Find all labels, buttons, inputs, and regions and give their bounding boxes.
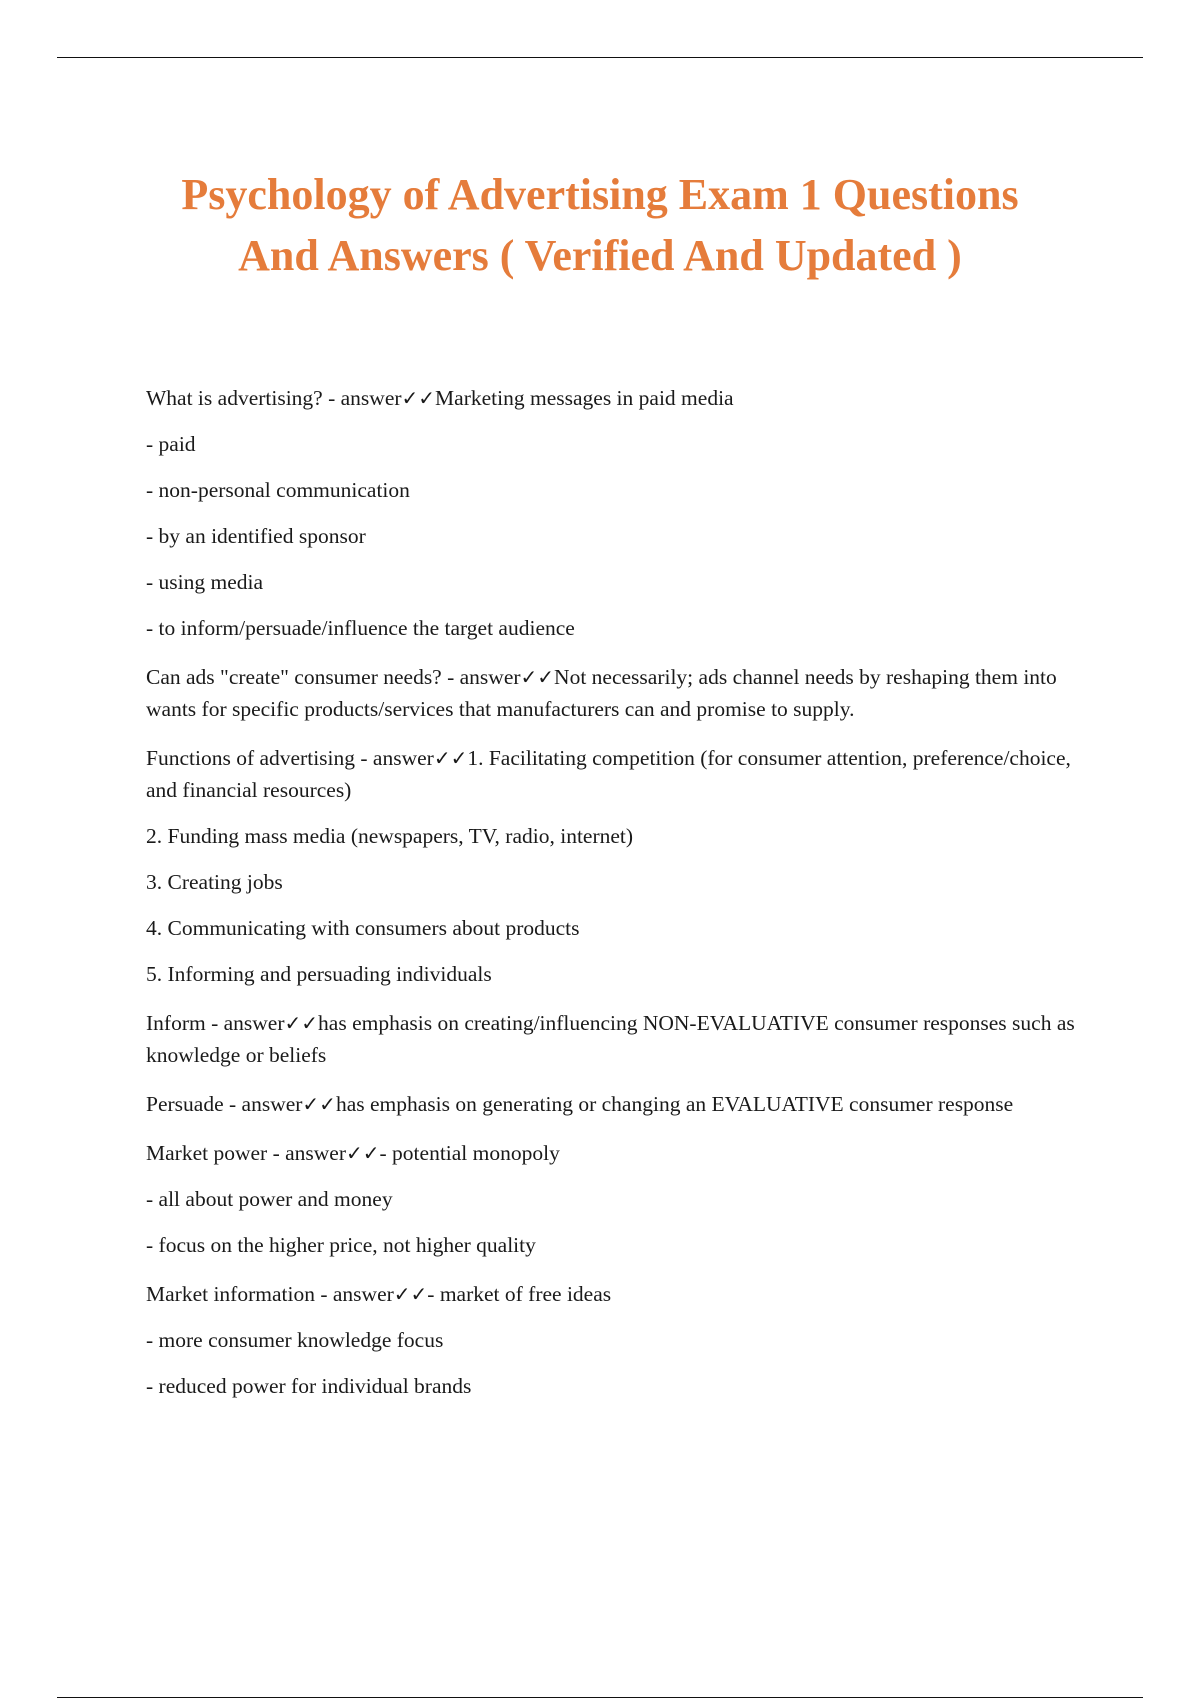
answer-detail-line [146, 428, 1086, 460]
answer-detail-line [146, 1229, 1086, 1261]
line-text: Inform - [146, 1011, 224, 1035]
top-divider [57, 57, 1143, 58]
line-text: - more consumer knowledge focus [146, 1328, 444, 1352]
line-text: Functions of advertising - [146, 746, 373, 770]
answer-detail-line [146, 866, 1086, 898]
question-line [146, 1088, 1086, 1120]
answer-detail-line [146, 1324, 1086, 1356]
line-text: What is advertising? - [146, 386, 341, 410]
double-check-icon: ✓✓ [393, 1282, 428, 1306]
bottom-divider [57, 1697, 1143, 1698]
line-text: Market power - [146, 1141, 286, 1165]
answer-text: 1. Facilitating competition (for consumer attention, preference/choice, and financial resources) [146, 746, 1071, 802]
double-check-icon: ✓✓ [433, 746, 468, 770]
answer-marker: answer [241, 1092, 303, 1116]
answer-text: - potential monopoly [379, 1141, 560, 1165]
answer-marker: answer [332, 1282, 394, 1306]
answer-detail-line [146, 1183, 1086, 1215]
question-line [146, 1137, 1086, 1169]
line-text: - focus on the higher price, not higher quality [146, 1233, 536, 1257]
line-text: - all about power and money [146, 1187, 393, 1211]
answer-detail-line [146, 612, 1086, 644]
line-text: Market information - [146, 1282, 333, 1306]
line-text: - using media [146, 570, 264, 594]
line-text: - non-personal communication [146, 478, 410, 502]
line-text: - by an identified sponsor [146, 524, 366, 548]
qa-content [146, 382, 1086, 1402]
answer-marker: answer [372, 746, 434, 770]
double-check-icon: ✓✓ [401, 386, 436, 410]
line-text: 4. Communicating with consumers about products [146, 916, 580, 940]
double-check-icon: ✓✓ [284, 1011, 319, 1035]
answer-detail-line [146, 566, 1086, 598]
line-text: Can ads "create" consumer needs? - [146, 665, 460, 689]
question-line [146, 1007, 1086, 1071]
question-line [146, 382, 1086, 414]
line-text: - to inform/persuade/influence the target audience [146, 616, 575, 640]
line-text: 2. Funding mass media (newspapers, TV, radio, internet) [146, 824, 634, 848]
answer-text: - market of free ideas [427, 1282, 612, 1306]
answer-marker: answer [285, 1141, 346, 1165]
line-text: - reduced power for individual brands [146, 1374, 472, 1398]
answer-text: has emphasis on creating/influencing NON-EVALUATIVE consumer responses such as knowledge or beliefs [146, 1011, 1075, 1067]
answer-detail-line [146, 912, 1086, 944]
answer-marker: answer [340, 386, 402, 410]
line-text: 3. Creating jobs [146, 870, 283, 894]
answer-detail-line [146, 520, 1086, 552]
line-text: - paid [146, 432, 196, 456]
question-line [146, 742, 1086, 806]
double-check-icon: ✓✓ [520, 665, 555, 689]
answer-detail-line [146, 958, 1086, 990]
answer-detail-line [146, 1370, 1086, 1402]
answer-detail-line [146, 820, 1086, 852]
question-line [146, 661, 1086, 725]
double-check-icon: ✓✓ [302, 1092, 336, 1116]
document-title [100, 164, 1100, 286]
question-line [146, 1278, 1086, 1310]
double-check-icon: ✓✓ [346, 1141, 380, 1165]
answer-marker: answer [459, 665, 521, 689]
answer-text: has emphasis on generating or changing an EVALUATIVE consumer response [335, 1092, 1014, 1116]
answer-text: Marketing messages in paid media [435, 386, 734, 410]
line-text: Persuade - [146, 1092, 242, 1116]
answer-detail-line [146, 474, 1086, 506]
title-line-1: Psychology of Advertising Exam 1 Questions [181, 170, 1019, 219]
answer-marker: answer [223, 1011, 285, 1035]
line-text: 5. Informing and persuading individuals [146, 962, 492, 986]
answer-text: Not necessarily; ads channel needs by reshaping them into wants for specific products/services that manufacturers can and promise to supply. [146, 665, 1057, 721]
title-line-2: And Answers ( Verified And Updated ) [238, 231, 962, 280]
